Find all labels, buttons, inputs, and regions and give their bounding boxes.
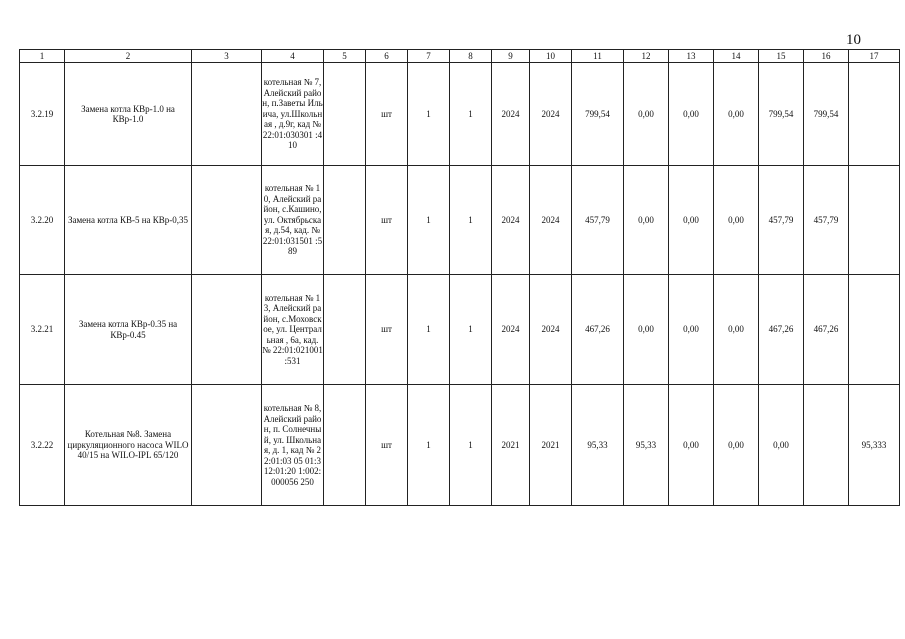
column-16-cell: 799,54	[804, 63, 849, 166]
column-14-cell: 0,00	[714, 166, 759, 275]
header-cell-14: 14	[714, 50, 759, 63]
column-8-cell: 1	[450, 166, 492, 275]
item-number: 3.2.19	[20, 63, 65, 166]
header-cell-5: 5	[324, 50, 366, 63]
column-13-cell: 0,00	[669, 275, 714, 385]
item-address: котельная № 7, Алейский район, п.Заветы Ильича, ул.Школьная , д.9г, кад № 22:01:030301 :410	[262, 63, 324, 166]
header-cell-8: 8	[450, 50, 492, 63]
item-address: котельная № 10, Алейский район, с.Кашино, ул. Октябрьская, д.54, кад. № 22:01:031501 :589	[262, 166, 324, 275]
column-16-cell: 467,26	[804, 275, 849, 385]
data-table	[19, 49, 900, 506]
item-address: котельная № 13, Алейский район, с.Моховское, ул. Центральная , 6а, кад. № 22:01:021001 :531	[262, 275, 324, 385]
column-17-cell	[849, 63, 900, 166]
column-5-cell	[324, 385, 366, 506]
column-9-cell: 2024	[492, 275, 530, 385]
header-cell-13: 13	[669, 50, 714, 63]
column-3-cell	[192, 166, 262, 275]
column-7-cell: 1	[408, 63, 450, 166]
header-cell-1: 1	[20, 50, 65, 63]
column-13-cell: 0,00	[669, 385, 714, 506]
column-9-cell: 2021	[492, 385, 530, 506]
column-14-cell: 0,00	[714, 275, 759, 385]
table-row	[20, 166, 900, 275]
header-cell-17: 17	[849, 50, 900, 63]
unit-cell: шт	[366, 275, 408, 385]
header-cell-3: 3	[192, 50, 262, 63]
column-10-cell: 2024	[530, 166, 572, 275]
header-cell-6: 6	[366, 50, 408, 63]
column-8-cell: 1	[450, 63, 492, 166]
header-cell-9: 9	[492, 50, 530, 63]
column-11-cell: 95,33	[572, 385, 624, 506]
unit-cell: шт	[366, 166, 408, 275]
column-7-cell: 1	[408, 385, 450, 506]
header-cell-2: 2	[65, 50, 192, 63]
column-10-cell: 2024	[530, 63, 572, 166]
column-11-cell: 457,79	[572, 166, 624, 275]
column-11-cell: 799,54	[572, 63, 624, 166]
column-16-cell: 457,79	[804, 166, 849, 275]
item-name: Котельная №8. Замена циркуляционного насоса WILO 40/15 на WILO-IPL 65/120	[65, 385, 192, 506]
header-cell-12: 12	[624, 50, 669, 63]
column-15-cell: 799,54	[759, 63, 804, 166]
column-3-cell	[192, 275, 262, 385]
column-9-cell: 2024	[492, 63, 530, 166]
column-12-cell: 0,00	[624, 63, 669, 166]
header-cell-4: 4	[262, 50, 324, 63]
header-cell-7: 7	[408, 50, 450, 63]
header-cell-10: 10	[530, 50, 572, 63]
table-row	[20, 63, 900, 166]
header-cell-16: 16	[804, 50, 849, 63]
column-3-cell	[192, 385, 262, 506]
column-12-cell: 0,00	[624, 275, 669, 385]
page-number: 10	[846, 32, 861, 48]
header-cell-15: 15	[759, 50, 804, 63]
header-row	[20, 50, 900, 63]
column-17-cell: 95,333	[849, 385, 900, 506]
item-number: 3.2.21	[20, 275, 65, 385]
table-row	[20, 385, 900, 506]
column-12-cell: 95,33	[624, 385, 669, 506]
column-16-cell	[804, 385, 849, 506]
item-address: котельная № 8, Алейский район, п. Солнечный, ул. Школьная, д. 1, кад № 22:01:03 05 01:312:01:20 1:002:000056 250	[262, 385, 324, 506]
item-name: Замена котла КВ-5 на КВр-0,35	[65, 166, 192, 275]
column-8-cell: 1	[450, 385, 492, 506]
column-10-cell: 2021	[530, 385, 572, 506]
unit-cell: шт	[366, 385, 408, 506]
column-15-cell: 0,00	[759, 385, 804, 506]
header-cell-11: 11	[572, 50, 624, 63]
item-name: Замена котла КВр-0.35 на КВр-0.45	[65, 275, 192, 385]
unit-cell: шт	[366, 63, 408, 166]
column-5-cell	[324, 63, 366, 166]
column-12-cell: 0,00	[624, 166, 669, 275]
column-17-cell	[849, 166, 900, 275]
table-row	[20, 275, 900, 385]
column-9-cell: 2024	[492, 166, 530, 275]
column-7-cell: 1	[408, 275, 450, 385]
column-14-cell: 0,00	[714, 385, 759, 506]
column-17-cell	[849, 275, 900, 385]
column-10-cell: 2024	[530, 275, 572, 385]
column-7-cell: 1	[408, 166, 450, 275]
column-13-cell: 0,00	[669, 63, 714, 166]
column-11-cell: 467,26	[572, 275, 624, 385]
column-15-cell: 457,79	[759, 166, 804, 275]
item-number: 3.2.20	[20, 166, 65, 275]
item-name: Замена котла КВр-1.0 на КВр-1.0	[65, 63, 192, 166]
column-5-cell	[324, 166, 366, 275]
column-13-cell: 0,00	[669, 166, 714, 275]
column-15-cell: 467,26	[759, 275, 804, 385]
column-3-cell	[192, 63, 262, 166]
item-number: 3.2.22	[20, 385, 65, 506]
column-5-cell	[324, 275, 366, 385]
column-14-cell: 0,00	[714, 63, 759, 166]
column-8-cell: 1	[450, 275, 492, 385]
